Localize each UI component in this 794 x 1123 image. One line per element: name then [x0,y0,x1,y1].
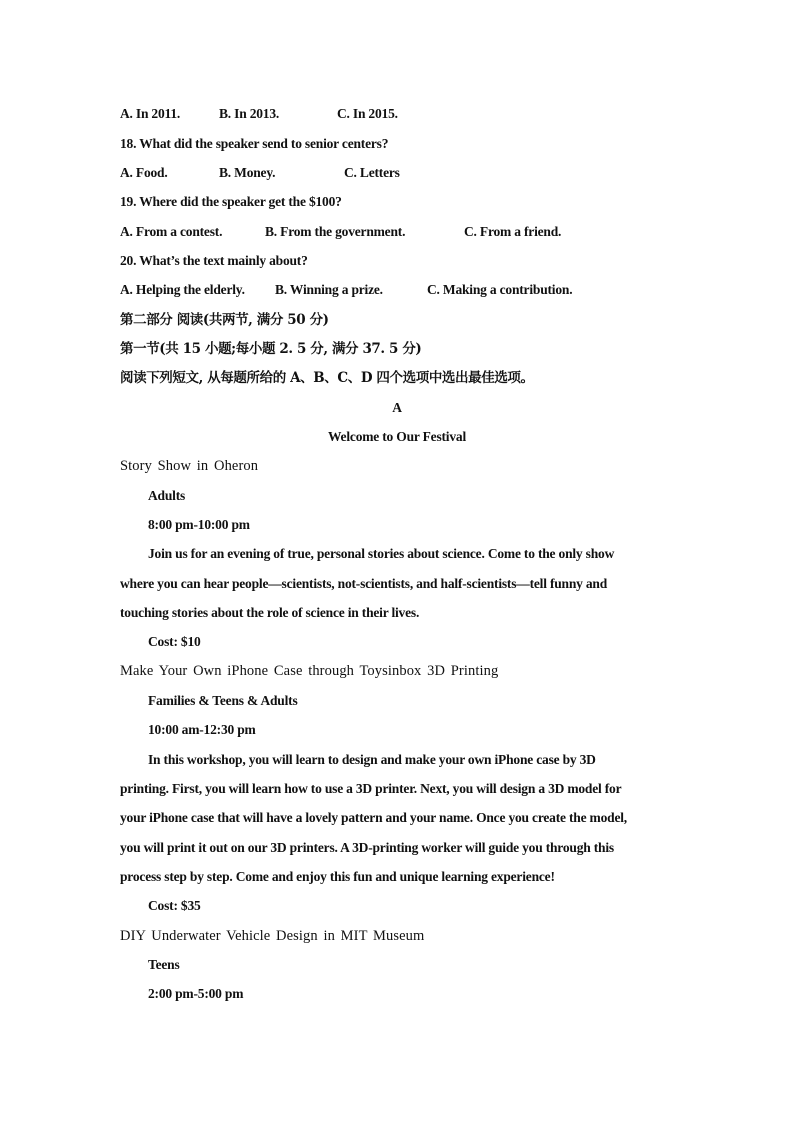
event-3-time: 2:00 pm-5:00 pm [148,986,244,1001]
reading-instruction: 阅读下列短文, 从每题所给的 A、B、C、D 四个选项中选出最佳选项。 [120,370,534,386]
event-2-name: Make Your Own iPhone Case through Toysinbox 3D Printing [120,663,499,679]
q19-option-b: B. From the government. [265,224,406,239]
q17-option-b: B. In 2013. [219,106,280,121]
q19-option-a: A. From a contest. [120,224,223,239]
event-2-audience: Families & Teens & Adults [148,693,298,708]
q20-question: 20. What’s the text mainly about? [120,253,308,268]
event-1-name: Story Show in Oheron [120,458,259,474]
event-1-desc-line: Join us for an evening of true, personal stories about science. Come to the only show [148,546,615,561]
event-1-time: 8:00 pm-10:00 pm [148,517,250,532]
section1-title: 第一节(共 15 小题;每小题 2. 5 分, 满分 37. 5 分) [120,341,422,357]
event-1-cost: Cost: $10 [148,634,201,649]
event-2-desc-line: process step by step. Come and enjoy this fun and unique learning experience! [120,869,555,884]
q18-question: 18. What did the speaker send to senior centers? [120,136,389,151]
q20-option-c: C. Making a contribution. [427,282,573,297]
passage-letter: A [392,400,402,415]
event-1-desc-line: where you can hear people—scientists, not-scientists, and half-scientists—tell funny and [120,576,608,591]
q19-option-c: C. From a friend. [464,224,562,239]
event-1-audience: Adults [148,488,186,503]
q18-option-a: A. Food. [120,165,168,180]
event-2-desc-line: In this workshop, you will learn to design and make your own iPhone case by 3D [148,752,596,767]
q18-option-c: C. Letters [344,165,400,180]
part2-title: 第二部分 阅读(共两节, 满分 50 分) [120,312,329,328]
event-2-time: 10:00 am-12:30 pm [148,722,256,737]
event-3-name: DIY Underwater Vehicle Design in MIT Museum [120,928,425,944]
event-3-audience: Teens [148,957,180,972]
event-2-desc-line: printing. First, you will learn how to use a 3D printer. Next, you will design a 3D model for [120,781,622,796]
q17-option-c: C. In 2015. [337,106,398,121]
q20-option-a: A. Helping the elderly. [120,282,245,297]
q19-question: 19. Where did the speaker get the $100? [120,194,342,209]
q18-option-b: B. Money. [219,165,276,180]
q17-option-a: A. In 2011. [120,106,181,121]
passage-title: Welcome to Our Festival [328,429,466,444]
q20-option-b: B. Winning a prize. [275,282,383,297]
event-2-desc-line: you will print it out on our 3D printers. A 3D-printing worker will guide you through this [120,840,614,855]
event-1-desc-line: touching stories about the role of science in their lives. [120,605,420,620]
event-2-desc-line: your iPhone case that will have a lovely pattern and your name. Once you create the model, [120,810,627,825]
event-2-cost: Cost: $35 [148,898,201,913]
